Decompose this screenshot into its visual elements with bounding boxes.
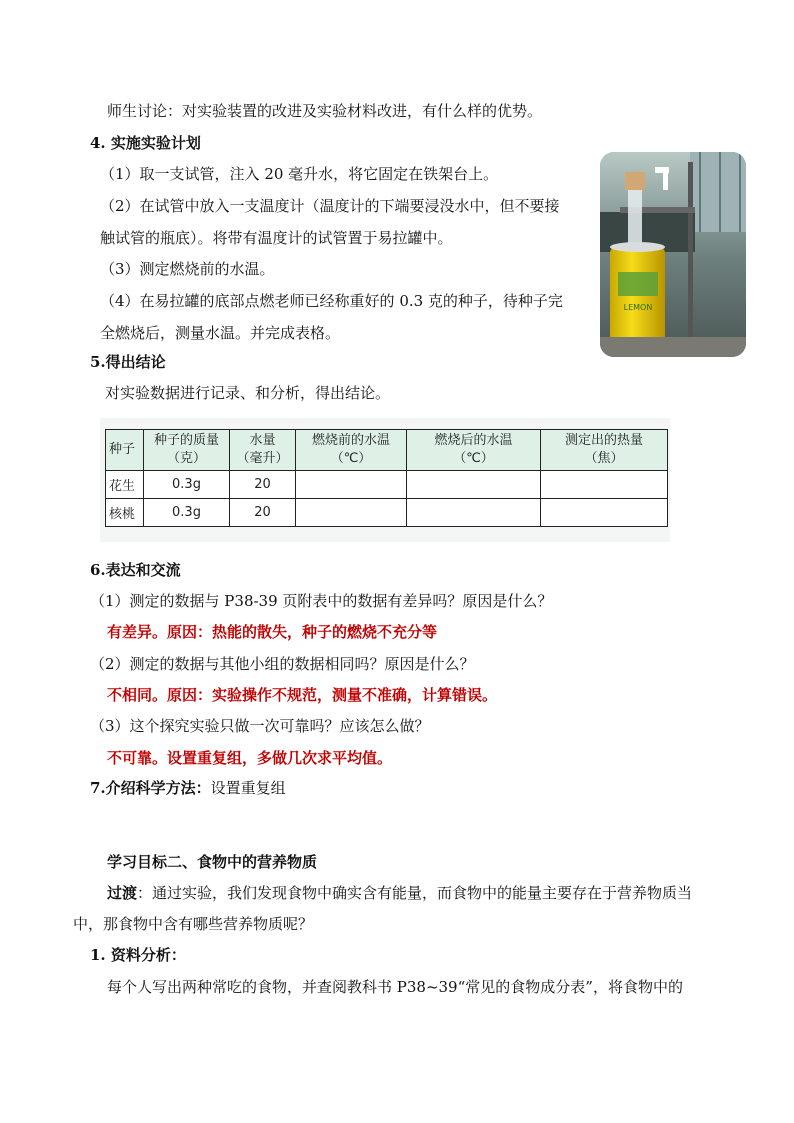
transition-label: 过渡 [107,884,138,902]
step-4-2a: （2）在试管中放入一支温度计（温度计的下端要浸没水中，但不要接 [100,197,560,215]
apparatus-photo [600,152,746,357]
section-1-title: 1. 资料分析： [90,946,186,964]
cell-heat [541,471,668,499]
section-5-text: 对实验数据进行记录、和分析，得出结论。 [105,384,391,402]
section-4-title: 4. 实施实验计划 [90,134,201,152]
header-seed: 种子 [106,430,144,471]
can-label: LEMON [623,303,653,312]
step-4-4b: 全燃烧后，测量水温。并完成表格。 [100,324,341,342]
section-5-title: 5.得出结论 [90,353,166,371]
table-row [106,499,668,527]
header-mass: 种子的质量 （克） [144,430,230,471]
step-4-3: （3）测定燃烧前的水温。 [100,260,275,278]
apparatus-illustration [600,152,746,357]
header-heat: 测定出的热量 （焦） [541,430,668,471]
cell-water: 20 [230,499,296,527]
cell-temp-before [296,499,407,527]
header-temp-after: 燃烧后的水温 （℃） [407,430,541,471]
cell-water: 20 [230,471,296,499]
cell-temp-before [296,471,407,499]
transition-line-2: 中，那食物中含有哪些营养物质呢？ [73,915,314,933]
step-4-2b: 触试管的瓶底）。将带有温度计的试管置于易拉罐中。 [100,229,453,247]
section-7-title: 7.介绍科学方法： [90,779,211,797]
cell-heat [541,499,668,527]
cell-temp-after [407,471,541,499]
discussion-line: 师生讨论：对实验装置的改进及实验材料改进，有什么样的优势。 [107,102,543,120]
question-2: （2）测定的数据与其他小组的数据相同吗？原因是什么？ [90,655,475,673]
cell-temp-after [407,499,541,527]
header-water: 水量 （毫升） [230,430,296,471]
section-7-line [90,778,286,798]
step-4-4a: （4）在易拉罐的底部点燃老师已经称重好的 0.3 克的种子，待种子完 [100,292,563,310]
section-6-title: 6.表达和交流 [90,561,181,579]
goal-2-title: 学习目标二、食物中的营养物质 [107,853,318,871]
question-3: （3）这个探究实验只做一次可靠吗？应该怎么做？ [90,717,430,735]
section-7-text: 设置重复组 [210,779,286,797]
step-4-1: （1）取一支试管，注入 20 毫升水，将它固定在铁架台上。 [100,165,499,183]
question-1: （1）测定的数据与 P38-39 页附表中的数据有差异吗？原因是什么？ [90,592,553,610]
transition-line-1 [107,883,692,903]
table-row [106,471,668,499]
cell-seed: 花生 [106,471,144,499]
section-1-text: 每个人写出两种常吃的食物，并查阅教科书 P38~39“常见的食物成分表”，将食物中的 [107,978,683,996]
cell-seed: 核桃 [106,499,144,527]
table-header-row [106,430,668,471]
cell-mass: 0.3g [144,471,230,499]
answer-1: 有差异。原因：热能的散失，种子的燃烧不充分等 [107,623,438,641]
cell-mass: 0.3g [144,499,230,527]
answer-3: 不可靠。设置重复组，多做几次求平均值。 [107,749,393,767]
answer-2: 不相同。原因：实验操作不规范，测量不准确，计算错误。 [107,686,498,704]
transition-text-a: ：通过实验，我们发现食物中确实含有能量，而食物中的能量主要存在于营养物质当 [137,884,693,902]
data-table [105,429,668,527]
header-temp-before: 燃烧前的水温 （℃） [296,430,407,471]
